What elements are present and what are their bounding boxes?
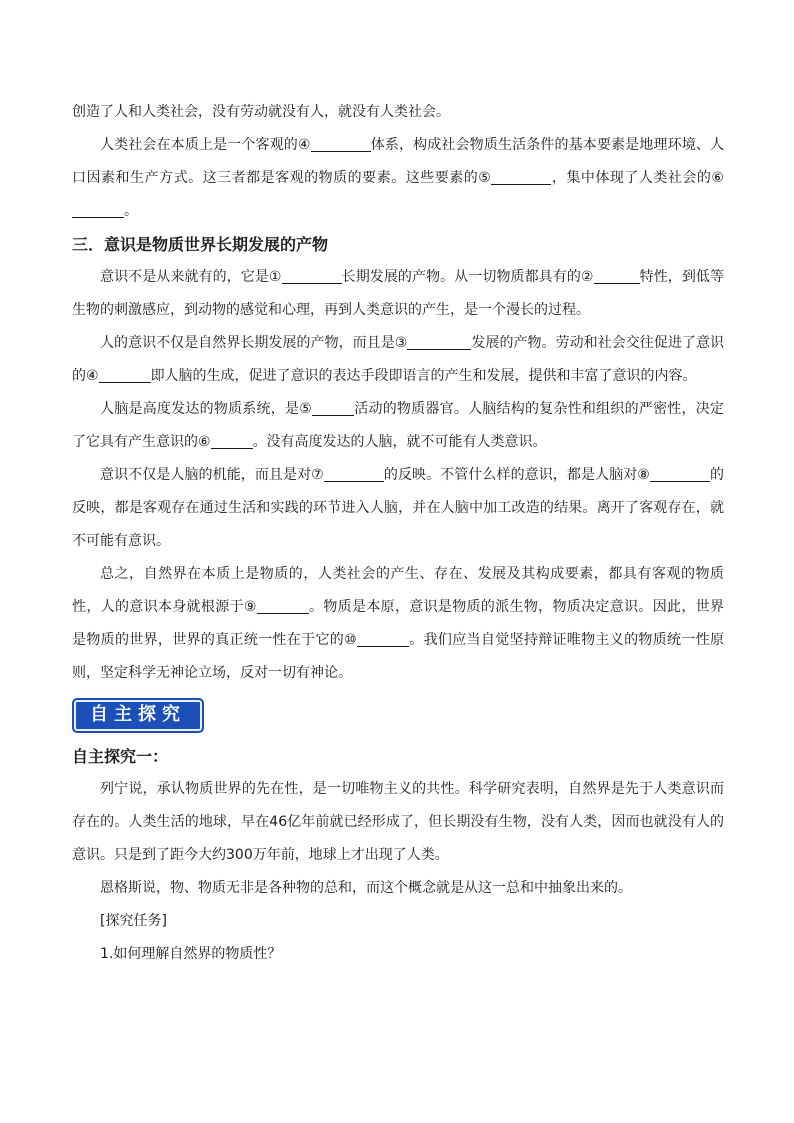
fill-blank (491, 170, 551, 185)
fill-blank (324, 467, 384, 482)
paragraph: 意识不仅是人脑的机能，而且是对⑦ 的反映。不管什么样的意识，都是人脑对⑧ 的反映，都是客观存在通过生活和实践的环节进入人脑，并在人脑中加工改造的结果。离开了客观存在，就不可能有意识。 (72, 467, 724, 549)
paragraph: 意识不是从来就有的，它是① 长期发展的产物。从一切物质都具有的② 特性，到低等生物的刺激感应，到动物的感觉和心理，再到人类意识的产生，是一个漫长的过程。 (72, 269, 725, 318)
fill-blank (407, 335, 471, 350)
fill-blank (99, 368, 151, 383)
question-item: 1.如何理解自然界的物质性？ (100, 946, 282, 962)
fill-blank (311, 137, 371, 152)
section-banner: 自主探究 (72, 698, 204, 733)
paragraph: 人的意识不仅是自然界长期发展的产物，而且是③ 发展的产物。劳动和社会交往促进了意识的④ 即人脑的生成，促进了意识的表达手段即语言的产生和发展，提供和丰富了意识的内容。 (72, 335, 724, 384)
paragraph: 恩格斯说，物、物质无非是各种物的总和，而这个概念就是从这一总和中抽象出来的。 (100, 880, 632, 896)
paragraph: 人类社会在本质上是一个客观的④ 体系，构成社会物质生活条件的基本要素是地理环境、人口因素和生产方式。这三者都是客观的物质的要素。这些要素的⑤ ，集中体现了人类社会的⑥。 (72, 137, 724, 219)
fill-blank (594, 269, 640, 284)
paragraph: 列宁说，承认物质世界的先在性，是一切唯物主义的共性。科学研究表明，自然界是先于人类意识而存在的。人类生活的地球，早在46亿年前就已经形成了，但长期没有生物，没有人类，因而也就没有人的意识。只是到了距今大约300万年前，地球上才出现了人类。 (72, 781, 724, 863)
explore-title: 自主探究一： (72, 747, 169, 766)
section-title: 三．意识是物质世界长期发展的产物 (72, 235, 329, 254)
paragraph: 人脑是高度发达的物质系统，是⑤ 活动的物质器官。人脑结构的复杂性和组织的严密性，决定了它具有产生意识的⑥ 。没有高度发达的人脑，就不可能有人类意识。 (72, 401, 724, 450)
fill-blank (312, 401, 354, 416)
fill-blank (650, 467, 710, 482)
fill-blank (72, 203, 124, 218)
paragraph: 总之，自然界在本质上是物质的，人类社会的产生、存在、发展及其构成要素，都具有客观的物质性，人的意识本身就根源于⑨ 。物质是本原，意识是物质的派生物，物质决定意识。因此，世界是物质的世界，世界的真正统一性在于它的⑩ 。我们应当自觉坚持辩证唯物主义的物质统一性原则，坚定科学无神论立场，反对一切有神论。 (72, 566, 724, 681)
task-label: [探究任务] (100, 913, 167, 929)
document-page (72, 96, 724, 971)
fill-blank (211, 434, 253, 449)
fill-blank (257, 599, 309, 614)
paragraph: 创造了人和人类社会，没有劳动就没有人，就没有人类社会。 (72, 104, 450, 120)
fill-blank (357, 632, 409, 647)
fill-blank (282, 269, 342, 284)
